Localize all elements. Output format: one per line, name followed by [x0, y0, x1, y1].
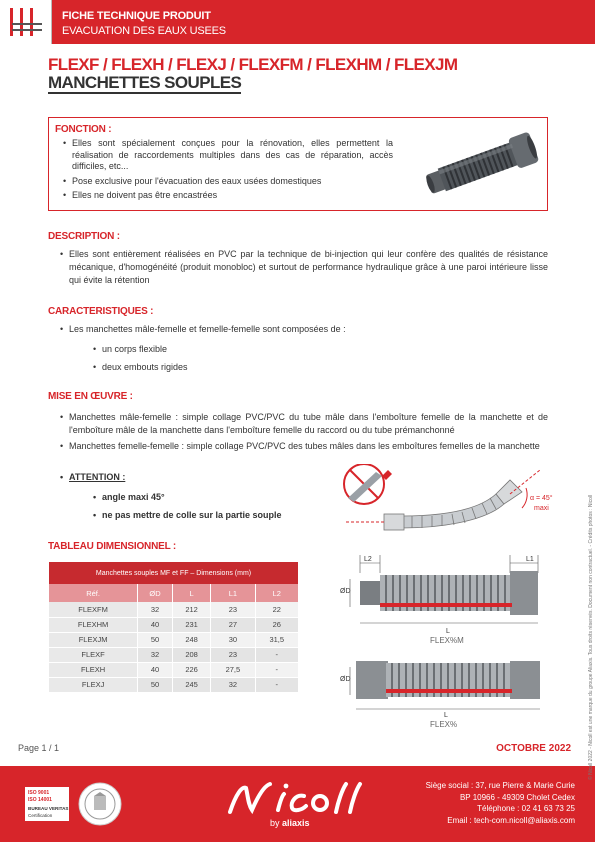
- attention-label: ATTENTION :: [69, 472, 126, 482]
- header-title: FICHE TECHNIQUE PRODUIT: [62, 10, 211, 22]
- certification-badge: [25, 787, 69, 821]
- attention-sublist: [93, 510, 282, 520]
- description-list: [60, 248, 548, 287]
- document-date: OCTOBRE 2022: [496, 743, 571, 754]
- list-item: • Pose exclusive pour l'évacuation des eaux usées domestiques: [63, 176, 393, 188]
- table-row: [49, 617, 299, 632]
- angle-label: α = 45°: [530, 495, 553, 502]
- angle-max-label: maxi: [534, 505, 549, 512]
- table-cell: 23: [211, 647, 255, 662]
- caracteristiques-list: [60, 324, 540, 334]
- table-cell: -: [255, 677, 298, 692]
- table-cell: 50: [138, 632, 173, 647]
- table-cell: 248: [172, 632, 210, 647]
- nicoll-mark-logo: [0, 0, 52, 44]
- nicoll-logo: [226, 780, 376, 816]
- product-photo: [419, 128, 541, 202]
- dimension-diagrams: [330, 549, 555, 731]
- dim-l-label: L: [446, 628, 450, 635]
- table-row: [49, 662, 299, 677]
- angle-illustration: [326, 464, 556, 536]
- attention-item: • ATTENTION :: [60, 472, 126, 482]
- table-cell: FLEXFM: [49, 602, 138, 617]
- table-header-row: [49, 584, 299, 602]
- address-phone: Téléphone : 02 41 63 73 25: [477, 804, 575, 813]
- dim-l2-label: L2: [364, 556, 372, 563]
- table-cell: 208: [172, 647, 210, 662]
- badge-iso-9001: ISO 9001: [28, 790, 50, 796]
- table-row: [49, 647, 299, 662]
- dim-od-label: ØD: [340, 588, 351, 595]
- column-header: L: [172, 584, 210, 602]
- table-cell: 50: [138, 677, 173, 692]
- table-cell: 231: [172, 617, 210, 632]
- product-title: FLEXF / FLEXH / FLEXJ / FLEXFM / FLEXHM / FLEXJM: [48, 55, 458, 74]
- dim-l1-label: L1: [526, 556, 534, 563]
- dimension-table: [48, 562, 298, 693]
- table-cell: 22: [255, 602, 298, 617]
- table-cell: 32: [211, 677, 255, 692]
- dim-od-label: ØD: [340, 676, 351, 683]
- table-caption: Manchettes souples MF et FF – Dimensions (mm): [49, 562, 299, 584]
- table-cell: 226: [172, 662, 210, 677]
- byline-aliaxis: aliaxis: [282, 818, 310, 828]
- mise-en-oeuvre-list: [60, 411, 548, 457]
- brand-byline: [270, 818, 310, 828]
- description-text: • Elles sont entièrement réalisées en PVC par la technique de bi-injection qui leur confère des qualités de résistance mécanique, d'homogénéité (produit monobloc) et surtout de performance hydraulique grâce à une paroi intérieure lisse qui évite la rétention: [60, 248, 548, 287]
- product-subtitle: MANCHETTES SOUPLES: [48, 73, 242, 92]
- table-cell: 32: [138, 647, 173, 662]
- footer-address: [426, 780, 575, 826]
- table-cell: 27,5: [211, 662, 255, 677]
- list-item: • angle maxi 45°: [93, 492, 165, 502]
- table-row: [49, 602, 299, 617]
- table-cell: 40: [138, 617, 173, 632]
- list-item: • un corps flexible: [93, 344, 167, 354]
- list-item: • Elles ne doivent pas être encastrées: [63, 190, 393, 202]
- badge-certification: Certification: [28, 813, 53, 818]
- table-row: [49, 632, 299, 647]
- diagram-bottom-label: FLEX%: [430, 720, 458, 729]
- fonction-list: [63, 138, 393, 205]
- attention-sublist: [93, 492, 165, 502]
- header-subtitle: EVACUATION DES EAUX USEES: [62, 25, 226, 37]
- table-cell: -: [255, 647, 298, 662]
- table-cell: 23: [211, 602, 255, 617]
- description-title: DESCRIPTION :: [48, 231, 120, 242]
- bureau-veritas-seal-icon: [77, 781, 123, 827]
- fonction-box: [48, 117, 548, 211]
- dim-l-label: L: [444, 712, 448, 719]
- header-bar: [0, 0, 595, 44]
- diagram-top-label: FLEX%M: [430, 636, 464, 645]
- address-email: Email : tech-com.nicoll@aliaxis.com: [447, 815, 575, 825]
- table-cell: 31,5: [255, 632, 298, 647]
- table-cell: 32: [138, 602, 173, 617]
- fonction-title: FONCTION :: [55, 124, 112, 135]
- table-cell: FLEXF: [49, 647, 138, 662]
- table-cell: FLEXHM: [49, 617, 138, 632]
- column-header: L1: [211, 584, 255, 602]
- tableau-title: TABLEAU DIMENSIONNEL :: [48, 541, 177, 552]
- table-cell: FLEXH: [49, 662, 138, 677]
- table-cell: 40: [138, 662, 173, 677]
- list-item: • Elles sont spécialement conçues pour la rénovation, elles permettent la réalisation de raccordements multiples dans des cas de réparation, accès difficiles, etc...: [63, 138, 393, 173]
- table-cell: 30: [211, 632, 255, 647]
- table-cell: 212: [172, 602, 210, 617]
- list-item: • deux embouts rigides: [93, 362, 188, 372]
- caracteristiques-title: CARACTERISTIQUES :: [48, 306, 154, 317]
- side-legal-note: © Nicoll 2022 - Nicoll est une marque du groupe Aliaxis. Tous droits réservés. Document non contractuel. - Crédits photos : Nicoll: [588, 494, 594, 780]
- badge-iso-14001: ISO 14001: [28, 797, 52, 803]
- caracteristiques-intro: • Les manchettes mâle-femelle et femelle-femelle sont composées de :: [60, 324, 540, 334]
- attention-block: [60, 472, 125, 482]
- column-header: ØD: [138, 584, 173, 602]
- page-number: Page 1 / 1: [18, 743, 60, 753]
- mise-en-oeuvre-title: MISE EN ŒUVRE :: [48, 391, 133, 402]
- column-header: Réf.: [49, 584, 138, 602]
- address-line: BP 10966 - 49309 Cholet Cedex: [459, 792, 575, 802]
- list-item: • Manchettes mâle-femelle : simple collage PVC/PVC du tube mâle dans l'emboîture femelle de la manchette et de l'emboîture mâle de la manchette dans l'emboîture femelle du raccord ou du tube prémanchonné: [60, 411, 548, 436]
- caracteristiques-sublist: [93, 362, 188, 372]
- byline-by: by: [270, 818, 280, 828]
- table-cell: 27: [211, 617, 255, 632]
- list-item: • Manchettes femelle-femelle : simple collage PVC/PVC des tubes mâles dans les emboîtures femelles de la manchette: [60, 440, 548, 453]
- table-cell: 245: [172, 677, 210, 692]
- table-cell: FLEXJM: [49, 632, 138, 647]
- badge-bureau-veritas: BUREAU VERITAS: [28, 806, 69, 811]
- list-item: • ne pas mettre de colle sur la partie souple: [93, 510, 282, 520]
- table-cell: FLEXJ: [49, 677, 138, 692]
- column-header: L2: [255, 584, 298, 602]
- caracteristiques-sublist: [93, 344, 167, 354]
- table-cell: 26: [255, 617, 298, 632]
- table-row: [49, 677, 299, 692]
- address-line: Siège social : 37, rue Pierre & Marie Curie: [425, 781, 575, 790]
- table-cell: -: [255, 662, 298, 677]
